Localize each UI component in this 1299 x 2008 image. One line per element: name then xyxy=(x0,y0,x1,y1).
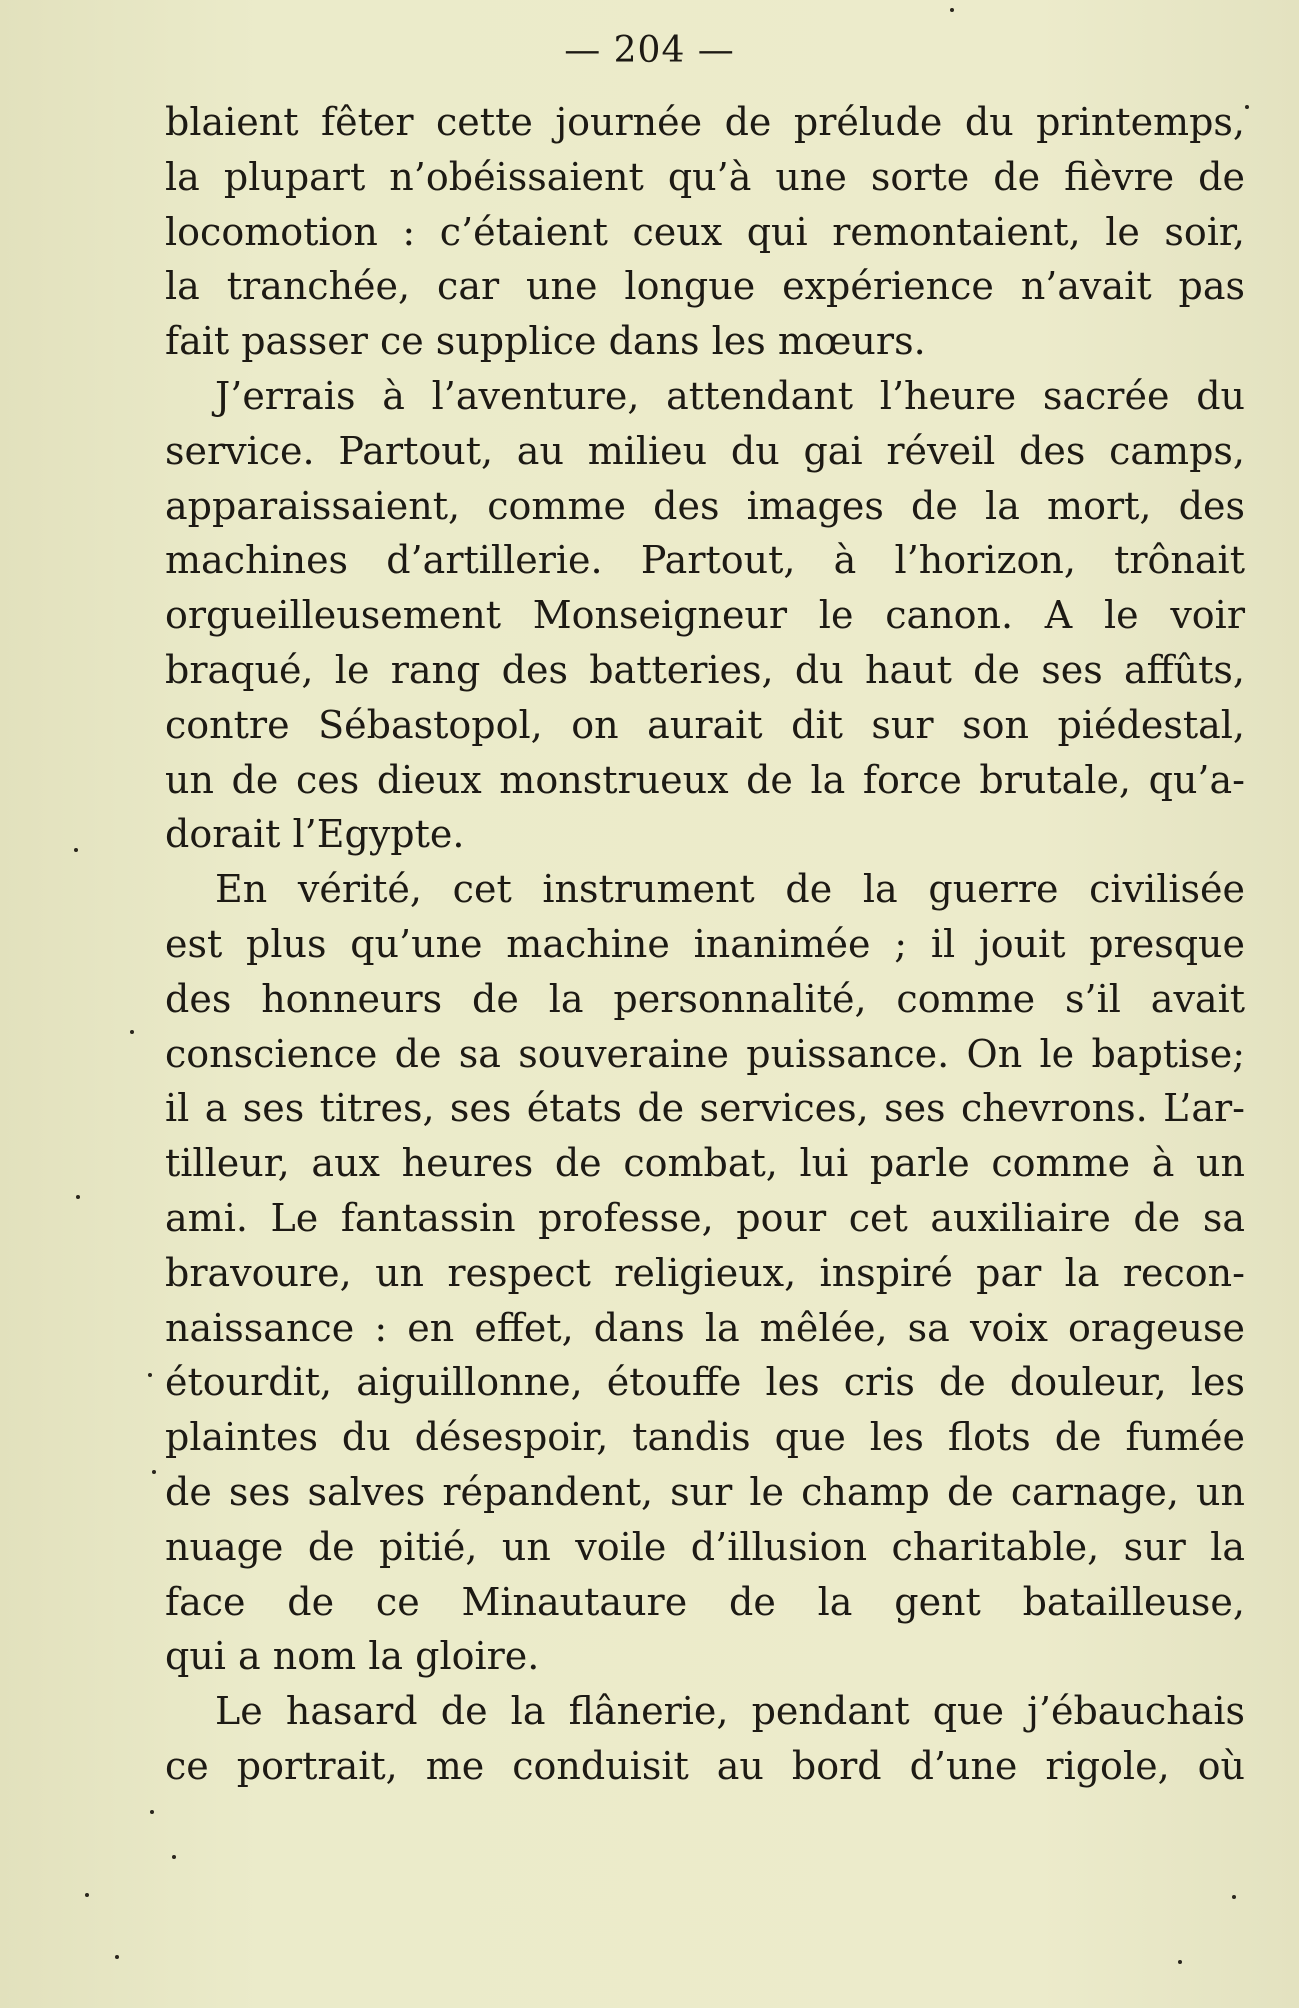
text-line: la tranchée, car une longue expérience n’avait pas xyxy=(165,264,1245,309)
text-line: dorait l’Egypte. xyxy=(165,812,465,857)
text-line: apparaissaient, comme des images de la mort, des xyxy=(165,483,1245,528)
ink-speck xyxy=(74,848,78,852)
text-line: ce portrait, me conduisit au bord d’une rigole, où xyxy=(165,1743,1245,1788)
page-number: — 204 — xyxy=(564,30,735,71)
text-line: machines d’artillerie. Partout, à l’horizon, trônait xyxy=(165,538,1245,583)
ink-speck xyxy=(1245,105,1249,109)
ink-speck xyxy=(150,1810,154,1814)
ink-speck xyxy=(130,1030,134,1034)
ink-speck xyxy=(1178,1960,1182,1964)
text-line: braqué, le rang des batteries, du haut de ses affûts, xyxy=(165,647,1245,692)
text-line: fait passer ce supplice dans les mœurs. xyxy=(165,319,926,364)
text-line: il a ses titres, ses états de services, ses chevrons. L’ar- xyxy=(165,1086,1245,1131)
text-line: contre Sébastopol, on aurait dit sur son piédestal, xyxy=(165,702,1245,747)
ink-speck xyxy=(172,1855,176,1859)
paragraph-start-line: Le hasard de la flânerie, pendant que j’ébauchais xyxy=(215,1689,1245,1734)
text-line: un de ces dieux monstrueux de la force brutale, qu’a- xyxy=(165,757,1245,802)
text-line: plaintes du désespoir, tandis que les flots de fumée xyxy=(165,1415,1245,1460)
text-line: bravoure, un respect religieux, inspiré par la recon- xyxy=(165,1250,1245,1295)
text-line: la plupart n’obéissaient qu’à une sorte de fièvre de xyxy=(165,154,1245,199)
text-line: orgueilleusement Monseigneur le canon. A le voir xyxy=(165,593,1245,638)
ink-speck xyxy=(1232,1895,1236,1899)
ink-speck xyxy=(76,1195,80,1199)
ink-speck xyxy=(950,8,954,12)
text-line: blaient fêter cette journée de prélude du printemps, xyxy=(165,100,1245,144)
text-line: face de ce Minautaure de la gent batailleuse, xyxy=(165,1579,1245,1624)
paragraph-start-line: En vérité, cet instrument de la guerre civilisée xyxy=(215,867,1245,912)
text-line: est plus qu’une machine inanimée ; il jouit presque xyxy=(165,921,1245,966)
text-line: qui a nom la gloire. xyxy=(165,1634,540,1679)
text-line: service. Partout, au milieu du gai réveil des camps, xyxy=(165,428,1245,473)
text-line: conscience de sa souveraine puissance. On le baptise; xyxy=(165,1031,1245,1076)
ink-speck xyxy=(85,1893,89,1897)
text-line: nuage de pitié, un voile d’illusion charitable, sur la xyxy=(165,1524,1245,1569)
text-line: naissance : en effet, dans la mêlée, sa voix orageuse xyxy=(165,1305,1245,1350)
text-line: de ses salves répandent, sur le champ de carnage, un xyxy=(165,1469,1245,1514)
text-line: étourdit, aiguillonne, étouffe les cris de douleur, les xyxy=(165,1360,1245,1405)
text-line: des honneurs de la personnalité, comme s’il avait xyxy=(165,976,1245,1021)
text-line: tilleur, aux heures de combat, lui parle comme à un xyxy=(165,1141,1245,1186)
ink-speck xyxy=(148,1373,152,1377)
text-line: locomotion : c’étaient ceux qui remontaient, le soir, xyxy=(165,209,1245,254)
ink-speck xyxy=(115,1955,119,1959)
text-line: ami. Le fantassin professe, pour cet auxiliaire de sa xyxy=(165,1195,1245,1240)
paragraph-start-line: J’errais à l’aventure, attendant l’heure sacrée du xyxy=(215,373,1245,418)
body-text xyxy=(165,95,1245,1794)
ink-speck xyxy=(152,1470,156,1474)
